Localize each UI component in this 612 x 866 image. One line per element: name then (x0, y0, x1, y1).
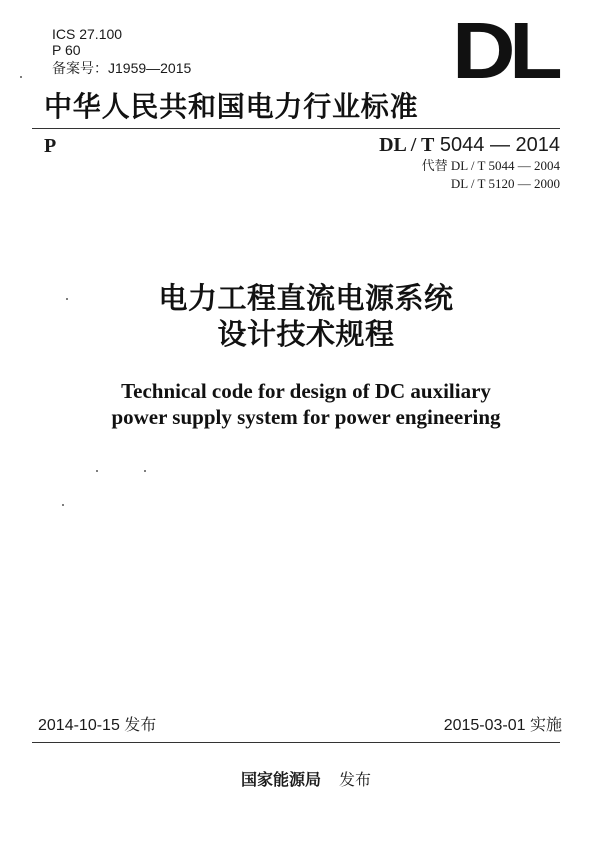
classification-code: P 60 (52, 42, 81, 58)
standard-number-prefix: DL / T (379, 134, 435, 156)
scan-speck (66, 298, 68, 300)
title-chinese-line-2: 设计技术规程 (217, 317, 395, 351)
standard-number-code: 5044 — 2014 (439, 134, 560, 156)
title-chinese-line-1: 电力工程直流电源系统 (158, 281, 454, 315)
scan-speck (62, 504, 64, 506)
standard-organization-title: 中华人民共和国电力行业标准 (44, 90, 419, 123)
replaces-line-1: 代替 DL / T 5044 — 2004 (421, 158, 560, 173)
title-english-line-1: Technical code for design of DC auxiliary (121, 379, 491, 403)
scan-speck (20, 76, 22, 78)
publisher (0, 770, 612, 790)
record-number: 备案号：J1959—2015 (52, 60, 192, 76)
publisher-action: 发布 (339, 770, 372, 789)
issue-date: 2014-10-15 发布 (38, 717, 157, 734)
scan-speck (96, 470, 98, 472)
replaces-line-2: DL / T 5120 — 2000 (450, 176, 560, 191)
standard-number (379, 134, 560, 156)
dl-logo: DL (452, 6, 557, 95)
header-divider (32, 128, 560, 129)
effective-date: 2015-03-01 实施 (443, 717, 562, 734)
ics-code: ICS 27.100 (52, 26, 123, 42)
publisher-organization: 国家能源局 (240, 770, 321, 789)
scan-speck (144, 470, 146, 472)
category-letter: P (44, 135, 57, 157)
footer-divider (32, 742, 560, 743)
title-english-line-2: power supply system for power engineering (111, 405, 501, 429)
